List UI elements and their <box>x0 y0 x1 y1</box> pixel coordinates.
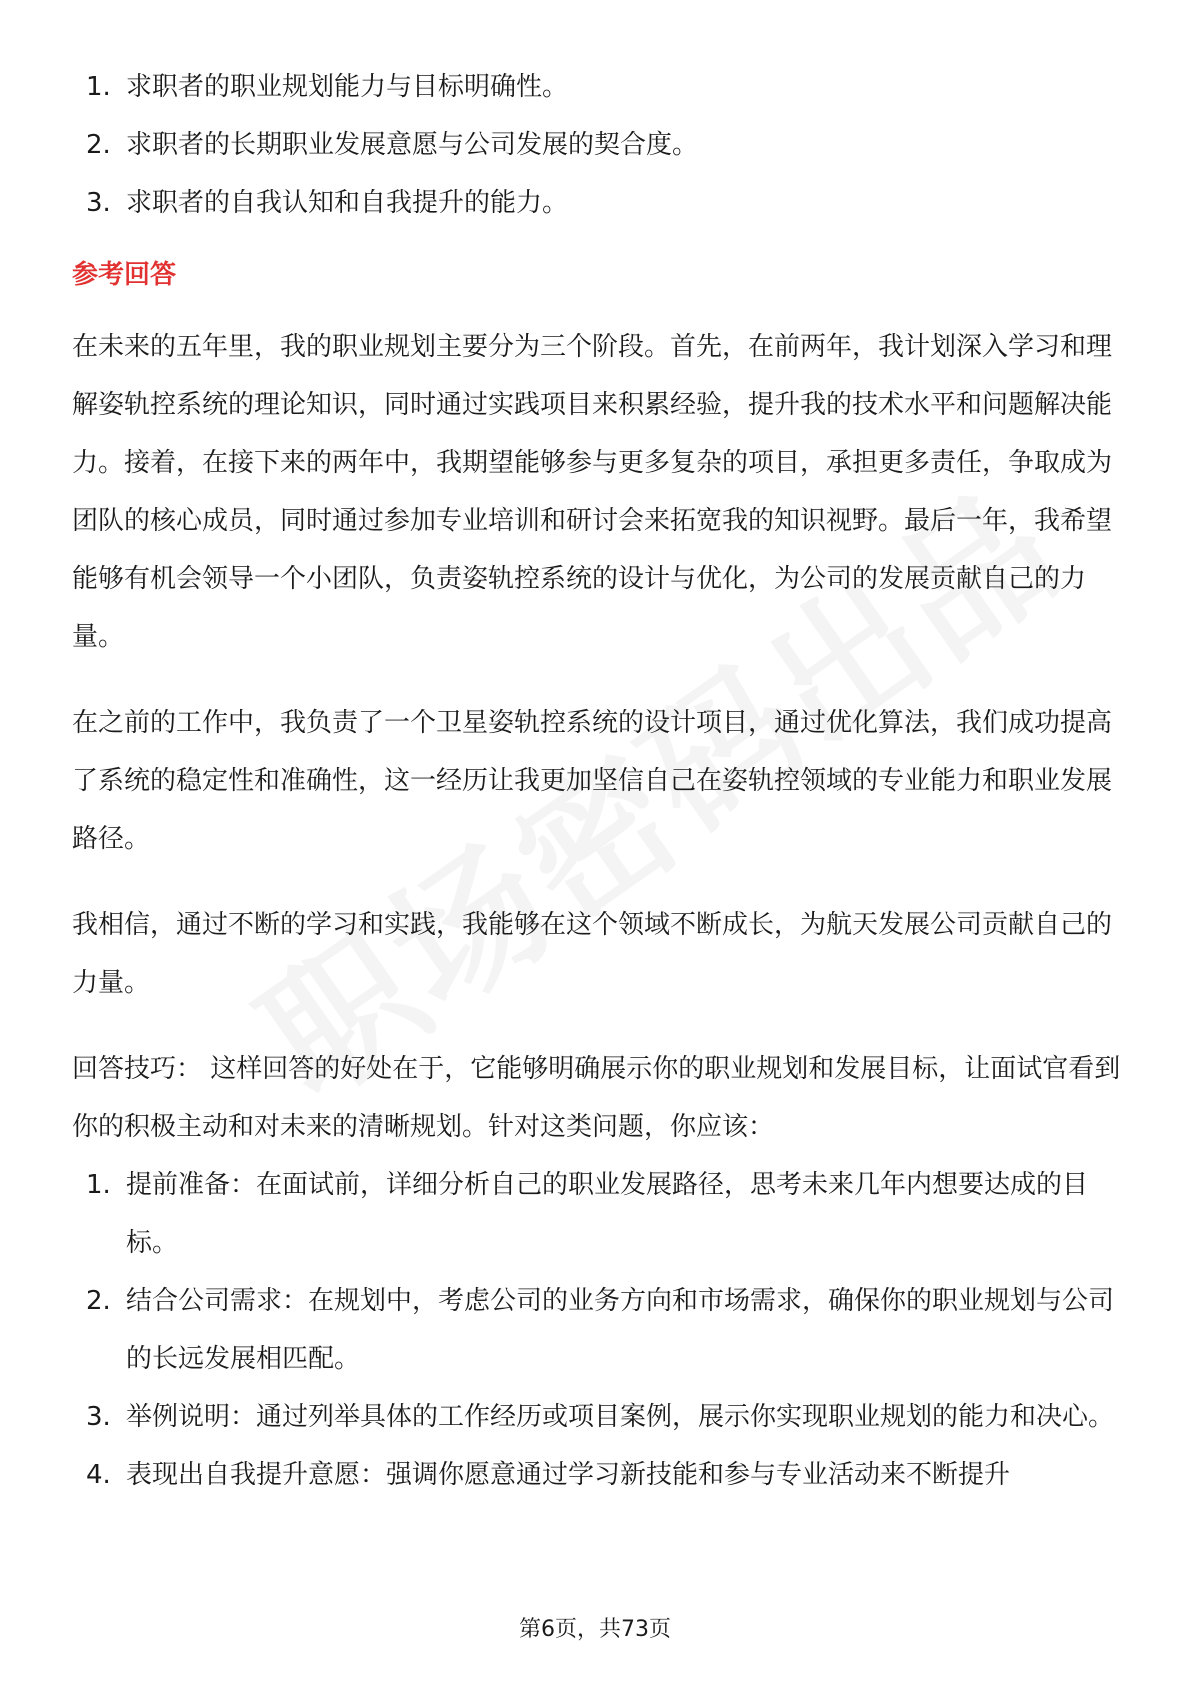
list-item <box>72 174 1122 232</box>
list-item-text: 求职者的职业规划能力与目标明确性。 <box>126 72 569 102</box>
list-item-number: 3. <box>86 188 111 218</box>
list-item-number: 4. <box>86 1460 111 1490</box>
list-item-text: 结合公司需求：在规划中，考虑公司的业务方向和市场需求，确保你的职业规划与公司的长远发展相匹配。 <box>126 1286 1115 1374</box>
list-item <box>72 1272 1122 1388</box>
list-item <box>72 1156 1122 1272</box>
answer-paragraph: 在未来的五年里，我的职业规划主要分为三个阶段。首先，在前两年，我计划深入学习和理解姿轨控系统的理论知识，同时通过实践项目来积累经验，提升我的技术水平和问题解决能力。接着，在接下来的两年中，我期望能够参与更多复杂的项目，承担更多责任，争取成为团队的核心成员，同时通过参加专业培训和研讨会来拓宽我的知识视野。最后一年，我希望能够有机会领导一个小团队，负责姿轨控系统的设计与优化，为公司的发展贡献自己的力量。 <box>72 332 1113 652</box>
section-heading: 参考回答 <box>72 260 177 290</box>
evaluation-points-list <box>72 58 1122 232</box>
tips-list <box>72 1156 1122 1504</box>
list-item <box>72 1388 1122 1446</box>
tips-intro-paragraph: 回答技巧： 这样回答的好处在于，它能够明确展示你的职业规划和发展目标，让面试官看到你的积极主动和对未来的清晰规划。针对这类问题，你应该： <box>72 1054 1121 1142</box>
answer-paragraph: 在之前的工作中，我负责了一个卫星姿轨控系统的设计项目，通过优化算法，我们成功提高了系统的稳定性和准确性，这一经历让我更加坚信自己在姿轨控领域的专业能力和职业发展路径。 <box>72 708 1113 854</box>
page-content <box>72 58 1122 1504</box>
list-item <box>72 116 1122 174</box>
list-item-text: 求职者的自我认知和自我提升的能力。 <box>126 188 569 218</box>
list-item <box>72 1446 1122 1504</box>
list-item-number: 1. <box>86 1170 111 1200</box>
page-footer: 第6页，共73页 <box>519 1617 671 1642</box>
list-item-text: 求职者的长期职业发展意愿与公司发展的契合度。 <box>126 130 699 160</box>
list-item-text: 表现出自我提升意愿：强调你愿意通过学习新技能和参与专业活动来不断提升 <box>126 1460 1011 1490</box>
list-item-number: 2. <box>86 130 111 160</box>
list-item <box>72 58 1122 116</box>
list-item-number: 2. <box>86 1286 111 1316</box>
list-item-number: 3. <box>86 1402 111 1432</box>
list-item-number: 1. <box>86 72 111 102</box>
list-item-text: 举例说明：通过列举具体的工作经历或项目案例，展示你实现职业规划的能力和决心。 <box>126 1402 1115 1432</box>
list-item-text: 提前准备：在面试前，详细分析自己的职业发展路径，思考未来几年内想要达成的目标。 <box>126 1170 1089 1258</box>
answer-paragraph: 我相信，通过不断的学习和实践，我能够在这个领域不断成长，为航天发展公司贡献自己的力量。 <box>72 910 1113 998</box>
